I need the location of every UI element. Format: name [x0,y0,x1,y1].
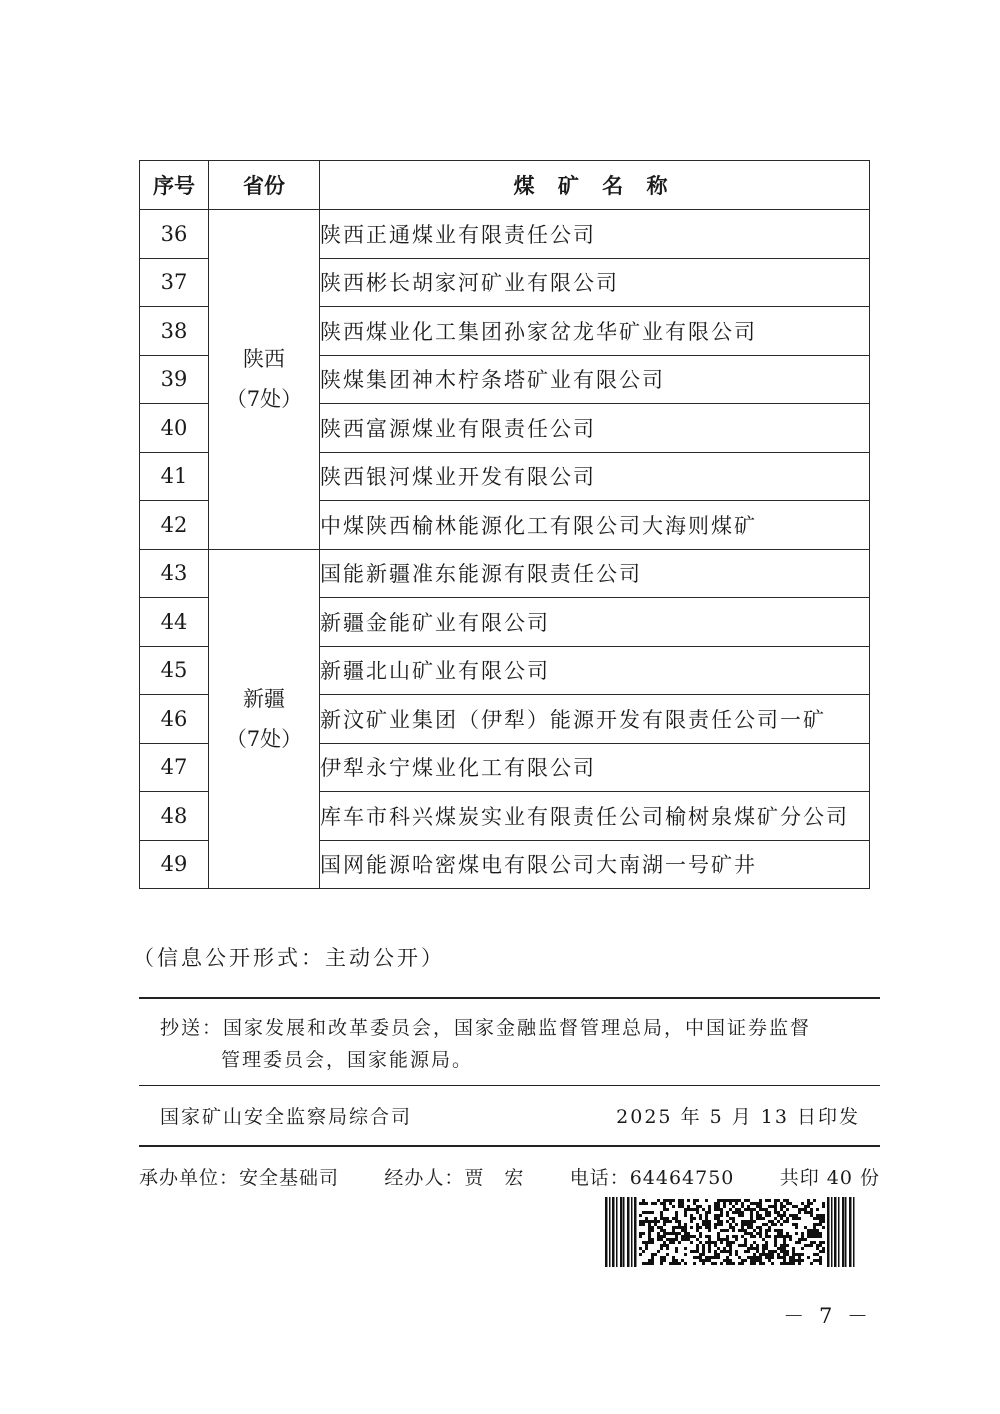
page-number: － 7 － [783,1304,872,1328]
mine-name-cell: 新汶矿业集团（伊犁）能源开发有限责任公司一矿 [320,695,870,744]
cc-line-1: 抄送：国家发展和改革委员会，国家金融监督管理总局，中国证券监督 [160,1017,812,1039]
coal-mine-table [139,160,870,889]
serial-number-cell: 41 [140,452,209,501]
copies-printed: 共印 40 份 [779,1167,880,1189]
province-count: （7处） [225,387,303,412]
mine-name-cell: 国网能源哈密煤电有限公司大南湖一号矿井 [320,840,870,889]
province-name: 新疆 [243,686,285,711]
table-header-row [140,161,870,210]
mine-name-cell: 新疆北山矿业有限公司 [320,646,870,695]
province-cell [209,210,320,550]
table-row [140,549,870,598]
cc-recipients [160,1012,860,1076]
mine-name-cell: 陕西正通煤业有限责任公司 [320,210,870,259]
handler: 经办人：贾 宏 [384,1167,525,1189]
header-serial-number: 序号 [140,161,209,210]
mine-name-cell: 陕西煤业化工集团孙家岔龙华矿业有限公司 [320,307,870,356]
serial-number-cell: 43 [140,549,209,598]
issuing-office: 国家矿山安全监察局综合司 [160,1106,413,1128]
serial-number-cell: 42 [140,501,209,550]
province-count: （7处） [225,726,303,751]
mine-name-cell: 伊犁永宁煤业化工有限公司 [320,743,870,792]
serial-number-cell: 47 [140,743,209,792]
phone: 电话：64464750 [569,1167,735,1189]
divider-top [139,997,880,999]
serial-number-cell: 44 [140,598,209,647]
header-province: 省份 [209,161,320,210]
serial-number-cell: 48 [140,792,209,841]
serial-number-cell: 36 [140,210,209,259]
serial-number-cell: 37 [140,258,209,307]
serial-number-cell: 45 [140,646,209,695]
serial-number-cell: 46 [140,695,209,744]
divider-bottom [139,1145,880,1147]
mine-name-cell: 陕西富源煤业有限责任公司 [320,404,870,453]
table-body [140,210,870,889]
mine-name-cell: 库车市科兴煤炭实业有限责任公司榆树泉煤矿分公司 [320,792,870,841]
issue-date: 2025 年 5 月 13 日印发 [616,1106,860,1128]
province-name: 陕西 [243,347,285,372]
header-mine-name: 煤 矿 名 称 [320,161,870,210]
mine-name-cell: 陕西彬长胡家河矿业有限公司 [320,258,870,307]
province-cell [209,549,320,889]
mine-name-cell: 陕西银河煤业开发有限公司 [320,452,870,501]
mine-name-cell: 陕煤集团神木柠条塔矿业有限公司 [320,355,870,404]
handling-department: 承办单位：安全基础司 [139,1167,340,1189]
table-row [140,210,870,259]
serial-number-cell: 39 [140,355,209,404]
mine-name-cell: 新疆金能矿业有限公司 [320,598,870,647]
disclosure-note: （信息公开形式：主动公开） [133,946,445,970]
serial-number-cell: 38 [140,307,209,356]
cc-line-2: 管理委员会，国家能源局。 [221,1049,474,1071]
divider-middle [139,1085,880,1086]
footer-info [139,1163,880,1190]
serial-number-cell: 49 [140,840,209,889]
mine-name-cell: 国能新疆准东能源有限责任公司 [320,549,870,598]
barcode-icon [605,1197,857,1267]
mine-name-cell: 中煤陕西榆林能源化工有限公司大海则煤矿 [320,501,870,550]
serial-number-cell: 40 [140,404,209,453]
